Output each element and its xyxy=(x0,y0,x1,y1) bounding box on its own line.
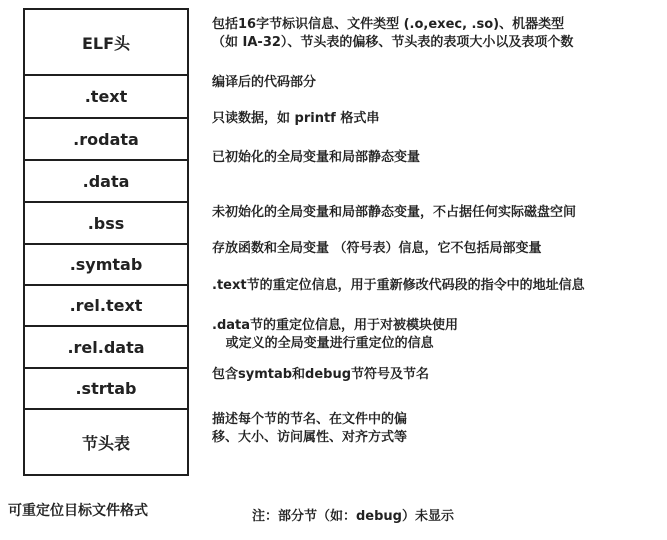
desc-rel-data: .data节的重定位信息，用于对被模块使用 或定义的全局变量进行重定位的信息 xyxy=(212,318,459,351)
desc-header-table: 描述每个节的节名、在文件中的偏 移、大小、访问属性、对齐方式等 xyxy=(212,412,408,445)
section-rel-text: .rel.text xyxy=(25,284,187,325)
section-data: .data xyxy=(25,159,187,201)
section-bss: .bss xyxy=(25,201,187,243)
desc-data: 已初始化的全局变量和局部静态变量 xyxy=(212,150,421,165)
section-symtab: .symtab xyxy=(25,243,187,284)
desc-strtab: 包含symtab和debug节符号及节名 xyxy=(212,367,430,382)
desc-rodata: 只读数据，如 printf 格式串 xyxy=(212,111,380,126)
diagram-caption: 可重定位目标文件格式 xyxy=(8,503,148,519)
desc-symtab: 存放函数和全局变量 （符号表）信息，它不包括局部变量 xyxy=(212,241,542,256)
section-text: .text xyxy=(25,74,187,117)
desc-text: 编译后的代码部分 xyxy=(212,75,317,90)
section-rel-data: .rel.data xyxy=(25,325,187,367)
desc-bss: 未初始化的全局变量和局部静态变量，不占据任何实际磁盘空间 xyxy=(212,205,577,220)
elf-section-table xyxy=(23,8,189,476)
footnote: 注：部分节（如：debug）未显示 xyxy=(252,509,454,524)
section-elf-header: ELF头 xyxy=(81,33,131,53)
section-rodata: .rodata xyxy=(25,117,187,159)
section-header-table: 节头表 xyxy=(25,408,187,474)
desc-elf-header: 包括16字节标识信息、文件类型 (.o,exec, .so)、机器类型 （如 IA-32）、节头表的偏移、节头表的表项大小以及表项个数 xyxy=(212,17,574,50)
section-strtab: .strtab xyxy=(25,367,187,408)
desc-rel-text: .text节的重定位信息，用于重新修改代码段的指令中的地址信息 xyxy=(212,278,585,293)
